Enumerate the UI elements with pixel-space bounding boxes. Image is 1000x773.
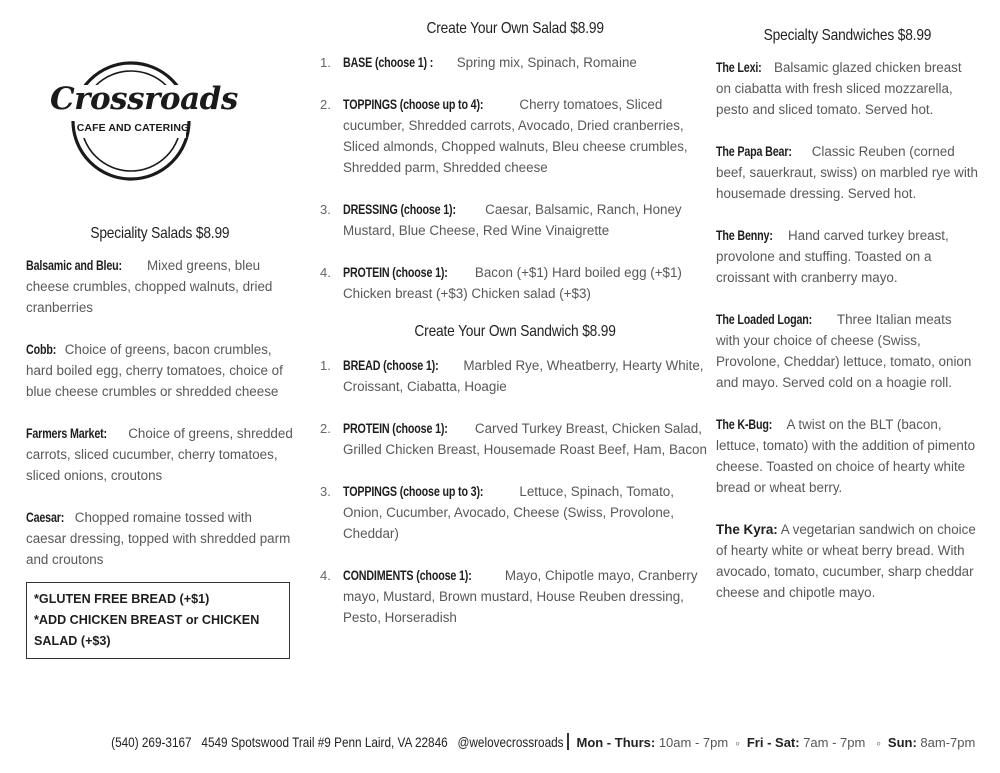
sandwich-step [318,481,713,544]
sandwich-name: The Lexi: [716,60,762,75]
right-column [716,27,978,624]
step-number: 2. [320,421,331,436]
sandwich-name: The Kyra: [716,522,778,537]
logo-name: Crossroads [50,81,238,117]
hours-time: 8am-7pm [916,735,976,750]
sandwich-desc: A vegetarian sandwich on choice of hearty white or wheat berry bread. With avocado, tomato, cucumber, sharp cheddar cheese and chipotle mayo. [716,522,976,600]
footer-contact-bar [0,733,1000,750]
step-label: PROTEIN (choose 1): [343,421,448,436]
salad-item [26,339,294,402]
add-ons-box [26,582,290,659]
step-number: 3. [320,484,331,499]
step-label: CONDIMENTS (choose 1): [343,568,472,583]
sandwich-desc: Hand carved turkey breast, provolone and stuffing. Toasted on a croissant with cranberry mayo. [716,228,949,285]
middle-column [318,20,713,649]
logo-circle-icon [48,55,238,185]
specialty-sandwiches-title: Specialty Sandwiches $8.99 [763,27,931,44]
add-chicken-note: *ADD CHICKEN BREAST or CHICKEN SALAD (+$3) [34,613,260,648]
create-sandwich-title: Create Your Own Sandwich $8.99 [414,323,617,340]
sandwich-step [318,418,713,460]
phone-number: (540) 269-3167 [110,734,192,750]
sandwich-desc: A twist on the BLT (bacon, lettuce, tomato) with the addition of pimento cheese. Toasted on choice of hearty white bread or wheat berry. [716,417,976,495]
sandwich-desc: Classic Reuben (corned beef, sauerkraut, swiss) on marbled rye with housemade dressing. Served hot. [716,144,978,201]
contact-info [111,734,563,750]
create-salad-steps [318,52,713,304]
sandwich-name: The Loaded Logan: [716,312,813,327]
sandwich-item [716,414,978,498]
sandwich-item [716,519,978,603]
step-options: Caesar, Balsamic, Ranch, Honey Mustard, Blue Cheese, Red Wine Vinaigrette [343,202,682,238]
step-label: TOPPINGS (choose up to 3): [343,484,484,499]
hours-time: 7am - 7pm [799,735,866,750]
step-options: Mayo, Chipotle mayo, Cranberry mayo, Mustard, Brown mustard, House Reuben dressing, Pesto, Horseradish [343,568,698,625]
step-number: 4. [320,568,331,583]
step-label: BREAD (choose 1): [343,358,439,373]
salad-item [26,255,294,318]
step-number: 3. [320,202,331,217]
separator-dot-icon: ∘ [734,738,741,750]
step-options: Cherry tomatoes, Sliced cucumber, Shredded carrots, Avocado, Dried cranberries, Sliced almonds, Chopped walnuts, Bleu cheese crumbles, Shredded parm, Shredded cheese [343,97,688,175]
step-label: DRESSING (choose 1): [343,202,456,217]
step-options: Lettuce, Spinach, Tomato, Onion, Cucumber, Avocado, Cheese (Swiss, Provolone, Cheddar) [343,484,674,541]
address: 4549 Spotswood Trail #9 Penn Laird, VA 22846 [201,734,448,750]
salad-desc: Choice of greens, bacon crumbles, hard boiled egg, cherry tomatoes, choice of blue cheese crumbles or shredded cheese [26,342,283,399]
step-number: 4. [320,265,331,280]
step-options: Bacon (+$1) Hard boiled egg (+$1) Chicken breast (+$3) Chicken salad (+$3) [343,265,682,301]
step-number: 2. [320,97,331,112]
left-column [26,55,294,659]
step-options: Marbled Rye, Wheatberry, Hearty White, Croissant, Ciabatta, Hoagie [343,358,704,394]
step-label: PROTEIN (choose 1): [343,265,448,280]
sandwich-item [716,141,978,204]
create-salad-title: Create Your Own Salad $8.99 [426,20,605,37]
create-sandwich-steps [318,355,713,628]
sandwich-item [716,225,978,288]
hours-days: Sun: [887,735,917,750]
salad-item [26,507,294,570]
sandwich-name: The Benny: [716,228,773,243]
step-number: 1. [320,55,331,70]
salad-item [26,423,294,486]
salad-name: Cobb: [26,342,57,357]
sandwich-step [318,355,713,397]
step-options: Carved Turkey Breast, Chicken Salad, Grilled Chicken Breast, Housemade Roast Beef, Ham, Bacon [343,421,707,457]
sandwich-desc: Three Italian meats with your choice of cheese (Swiss, Provolone, Cheddar) lettuce, tomato, onion and mayo. Served cold on a hoagie roll. [716,312,972,390]
sandwich-step [318,565,713,628]
gluten-free-note: *GLUTEN FREE BREAD (+$1) [34,592,210,606]
step-number: 1. [320,358,331,373]
hours-days: Fri - Sat: [746,735,800,750]
salad-desc: Chopped romaine tossed with caesar dressing, topped with shredded parm and croutons [26,510,291,567]
step-options: Spring mix, Spinach, Romaine [453,55,637,70]
sandwich-name: The K-Bug: [716,417,773,432]
salad-step [318,94,713,178]
separator-dot-icon: ∘ [875,738,883,750]
salad-name: Farmers Market: [26,426,107,441]
social-handle: @welovecrossroads [457,734,564,750]
salad-desc: Mixed greens, bleu cheese crumbles, chopped walnuts, dried cranberries [26,258,273,315]
salad-desc: Choice of greens, shredded carrots, sliced cucumber, cherry tomatoes, sliced onions, croutons [26,426,293,483]
hours-time: 10am - 7pm [655,735,729,750]
sandwich-item [716,309,978,393]
salad-step [318,262,713,304]
salad-name: Caesar: [26,510,65,525]
sandwich-item [716,57,978,120]
logo-tagline: CAFE AND CATERING [76,122,190,134]
speciality-salads-title: Speciality Salads $8.99 [90,225,230,242]
salad-name: Balsamic and Bleu: [26,258,122,273]
hours-days: Mon - Thurs: [576,735,656,750]
step-label: TOPPINGS (choose up to 4): [343,97,484,112]
sandwich-name: The Papa Bear: [716,144,792,159]
salad-step [318,52,713,73]
crossroads-logo [48,55,238,185]
step-label: BASE (choose 1) : [343,55,434,70]
divider [567,733,568,750]
sandwich-desc: Balsamic glazed chicken breast on ciabatta with fresh sliced mozzarella, pesto and sliced tomato. Served hot. [716,60,962,117]
salad-step [318,199,713,241]
